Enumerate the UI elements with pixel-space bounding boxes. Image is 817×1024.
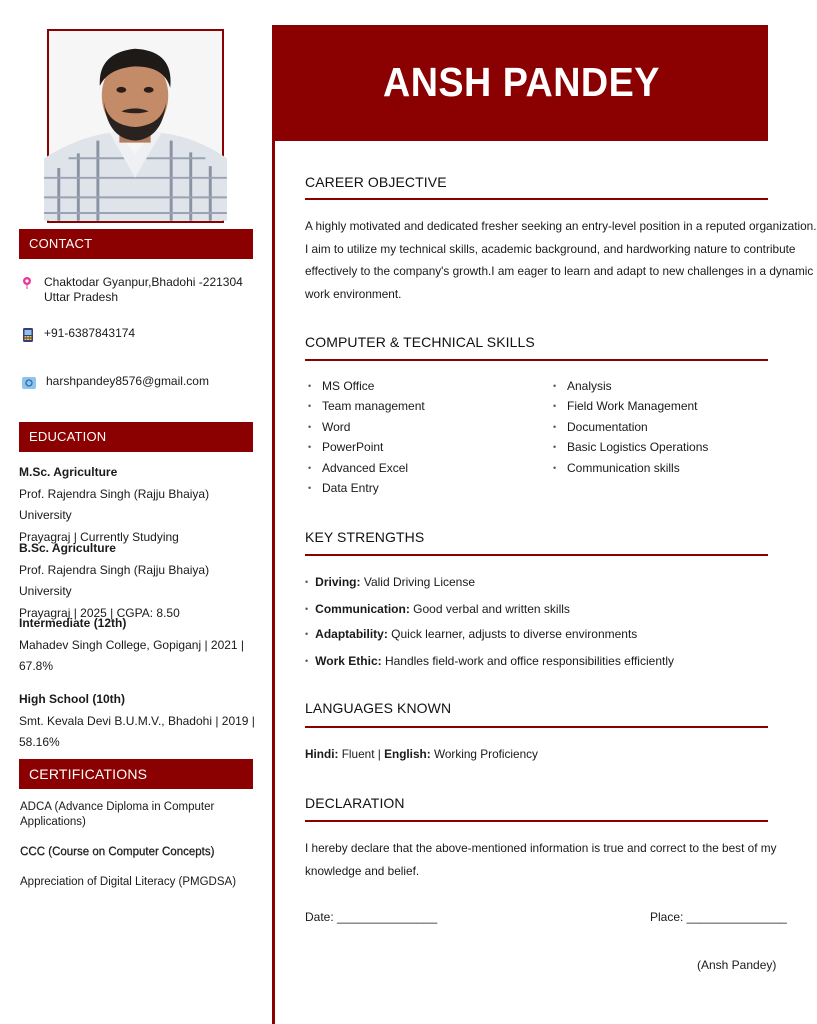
email-icon: [22, 376, 36, 390]
strength-text: Handles field-work and office responsibilities efficiently: [384, 654, 674, 668]
phone-icon: [22, 328, 34, 342]
contact-email: [22, 374, 209, 390]
bullet-icon: •: [305, 656, 309, 666]
education-institution: Smt. Kevala Devi B.U.M.V., Bhadohi | 2019 |: [19, 713, 255, 728]
education-item: [19, 613, 255, 678]
skill-item: • Analysis: [550, 376, 708, 396]
strength-item: [305, 627, 637, 641]
strength-text: Quick learner, adjusts to diverse environments: [391, 627, 638, 641]
address-line-1: Chaktodar Gyanpur,Bhadohi -221304: [44, 275, 243, 289]
section-rule: [305, 198, 768, 200]
skills-list-right: [550, 376, 708, 478]
education-degree: M.Sc. Agriculture: [19, 465, 118, 479]
section-rule: [305, 726, 768, 728]
section-rule: [305, 554, 768, 556]
certifications-heading: CERTIFICATIONS: [19, 759, 253, 789]
skill-item: • Communication skills: [550, 458, 708, 478]
career-objective-text: [305, 215, 817, 306]
education-institution: Mahadev Singh College, Gopiganj | 2021 |: [19, 637, 245, 652]
skill-item: • Advanced Excel: [305, 458, 425, 478]
languages-heading: LANGUAGES KNOWN: [305, 700, 452, 716]
skill-item: • Word: [305, 417, 425, 437]
career-line: I aim to utilize my technical skills, academic background, and hardworking nature to contribute: [305, 241, 796, 256]
strength-item: [305, 575, 475, 589]
education-item: [19, 538, 255, 624]
bullet-icon: •: [305, 629, 309, 639]
contact-address: [22, 275, 243, 305]
education-heading: EDUCATION: [19, 422, 253, 452]
english-value: Working Proficiency: [433, 747, 538, 761]
phone-number[interactable]: +91-6387843174: [44, 326, 136, 340]
section-rule: [305, 359, 768, 361]
candidate-name: ANSH PANDEY: [383, 58, 660, 105]
strength-label: Driving:: [315, 575, 361, 589]
contact-phone: [22, 326, 135, 342]
education-detail: 67.8%: [19, 659, 54, 673]
address-line-2: Uttar Pradesh: [44, 290, 119, 304]
languages-text: [305, 743, 768, 765]
key-strengths-heading: KEY STRENGTHS: [305, 529, 425, 545]
declaration-heading: DECLARATION: [305, 795, 405, 811]
profile-photo: [47, 29, 224, 223]
education-detail: 58.16%: [19, 735, 60, 749]
career-line: effectively to the company's growth.I am eager to learn and adapt to new challenges in a dynamic: [305, 264, 814, 279]
skill-item: • Team management: [305, 396, 425, 416]
certification-item: Appreciation of Digital Literacy (PMGDSA): [20, 876, 237, 888]
strength-text: Valid Driving License: [363, 575, 476, 589]
hindi-value: Fluent |: [341, 747, 381, 761]
skill-item: • Data Entry: [305, 478, 425, 498]
education-degree: B.Sc. Agriculture: [19, 541, 116, 555]
profile-photo-image: [49, 31, 222, 221]
declaration-line: I hereby declare that the above-mentioned information is true and correct to the best of my: [305, 841, 777, 855]
certification-item: CCC (Course on Computer Concepts): [20, 846, 215, 858]
place-field: Place: _______________: [650, 910, 787, 924]
career-line: work environment.: [305, 287, 402, 302]
education-detail: Prayagraj | Currently Studying: [19, 529, 179, 544]
strength-item: [305, 602, 570, 616]
location-pin-icon: [22, 276, 34, 290]
career-objective-heading: CAREER OBJECTIVE: [305, 174, 447, 190]
skill-item: • MS Office: [305, 376, 425, 396]
education-detail: Prayagraj | 2025 | CGPA: 8.50: [19, 605, 180, 620]
education-degree: Intermediate (12th): [19, 616, 127, 630]
skill-item: • Documentation: [550, 417, 708, 437]
education-item: [19, 689, 255, 754]
skill-item: • PowerPoint: [305, 437, 425, 457]
skill-item: • Field Work Management: [550, 396, 708, 416]
education-degree: High School (10th): [19, 692, 125, 706]
contact-heading: CONTACT: [19, 229, 253, 259]
signature-name: (Ansh Pandey): [697, 958, 777, 972]
skills-heading: COMPUTER & TECHNICAL SKILLS: [305, 334, 535, 350]
education-item: [19, 462, 255, 548]
skills-list-left: [305, 376, 425, 498]
strength-label: Work Ethic:: [315, 654, 382, 668]
skill-item: • Basic Logistics Operations: [550, 437, 708, 457]
strength-label: Adaptability:: [315, 627, 388, 641]
column-divider: [272, 25, 275, 1024]
career-line: A highly motivated and dedicated fresher seeking an entry-level position in a reputed organization.: [305, 219, 817, 233]
email-address[interactable]: harshpandey8576@gmail.com: [46, 374, 209, 388]
hindi-label: Hindi:: [305, 747, 339, 761]
education-institution: Prof. Rajendra Singh (Rajju Bhaiya) University: [19, 562, 210, 598]
declaration-text: [305, 837, 777, 882]
declaration-line: knowledge and belief.: [305, 863, 420, 878]
strength-text: Good verbal and written skills: [413, 602, 570, 616]
english-label: English:: [384, 747, 431, 761]
bullet-icon: •: [305, 604, 309, 614]
strength-label: Communication:: [315, 602, 410, 616]
date-field: Date: _______________: [305, 910, 438, 924]
bullet-icon: •: [305, 577, 309, 587]
certification-item: ADCA (Advance Diploma in Computer Applications): [20, 801, 215, 828]
strength-item: [305, 654, 674, 668]
section-rule: [305, 820, 768, 822]
education-institution: Prof. Rajendra Singh (Rajju Bhaiya) University: [19, 486, 210, 522]
name-banner: [275, 25, 768, 141]
